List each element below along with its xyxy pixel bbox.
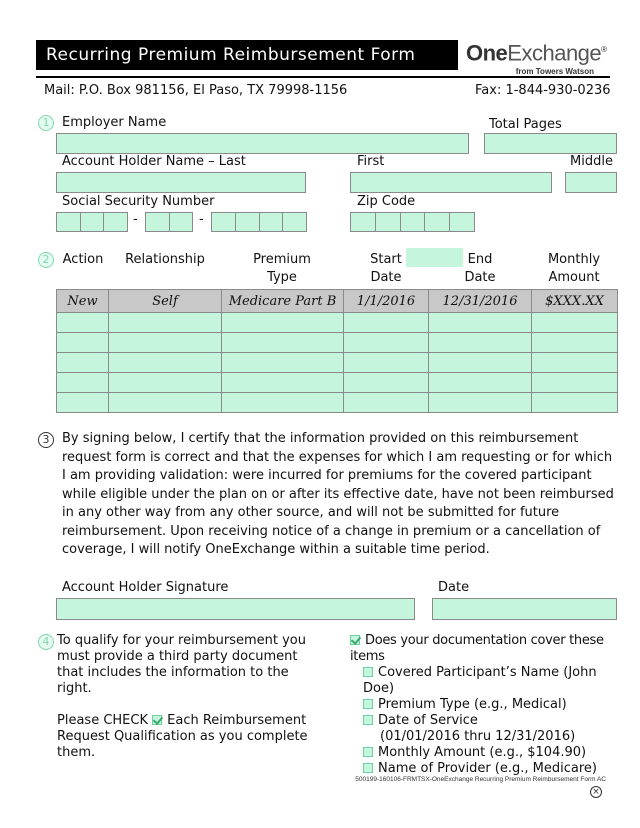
- first-name-field[interactable]: [350, 172, 552, 193]
- end-date-cell[interactable]: [429, 313, 532, 333]
- action-cell[interactable]: [57, 373, 109, 393]
- checkbox-date-of-service[interactable]: [363, 715, 373, 725]
- relationship-header: Relationship: [125, 252, 205, 267]
- check-instruction-a: Please CHECK: [57, 713, 148, 728]
- amount-cell[interactable]: [532, 313, 618, 333]
- checklist-item: [350, 745, 620, 761]
- middle-name-label: Middle: [570, 154, 613, 169]
- table-row: [57, 373, 618, 393]
- certification-text: By signing below, I certify that the information provided on this reimbursement request form is correct and that the expenses for which I am requesting or for which I am providing validation: were incurred for premiums for the covered participant while eligible under the plan on or after its effective date, have not been reimbursed in any other way from any other source, and will not be submitted for future reimbursement. Upon receiving notice of a change in premium or a cancellation of coverage, I will notify OneExchange within a suitable time period.: [62, 431, 614, 557]
- checklist-item-label: Name of Provider (e.g., Medicare): [378, 761, 597, 776]
- employer-name-field[interactable]: [56, 133, 469, 154]
- amount-cell[interactable]: [532, 373, 618, 393]
- header-divider: [36, 76, 610, 78]
- zip-code-field[interactable]: [350, 212, 475, 232]
- section-3-badge: 3: [38, 432, 54, 448]
- checkbox-monthly-amount[interactable]: [363, 747, 373, 757]
- relationship-cell[interactable]: [109, 353, 222, 373]
- section-4-badge: 4: [38, 634, 54, 650]
- signature-label: Account Holder Signature: [62, 580, 229, 595]
- premium-header-line2: Type: [267, 270, 297, 285]
- checklist-item-label: Covered Participant’s Name (John Doe): [363, 665, 597, 696]
- amount-cell[interactable]: [532, 353, 618, 373]
- relationship-cell[interactable]: [109, 313, 222, 333]
- premium-type-header: [232, 251, 332, 287]
- monthly-amount-header: [536, 251, 612, 287]
- total-pages-field[interactable]: [484, 133, 617, 154]
- first-name-label: First: [357, 154, 385, 169]
- table-row: [57, 313, 618, 333]
- ssn-dash-2: -: [199, 212, 204, 227]
- total-pages-label: Total Pages: [489, 117, 562, 132]
- checklist-item: [350, 665, 620, 697]
- signature-field[interactable]: [56, 598, 415, 620]
- sample-end-date: 12/31/2016: [429, 290, 532, 313]
- section-1-badge: 1: [38, 115, 54, 131]
- end-date-cell[interactable]: [429, 353, 532, 373]
- relationship-cell[interactable]: [109, 373, 222, 393]
- ssn-dash-1: -: [133, 212, 138, 227]
- checkbox-provider-name[interactable]: [363, 763, 373, 773]
- premium-type-cell[interactable]: [222, 333, 344, 353]
- checklist-item: [350, 697, 620, 713]
- qualification-instructions: [57, 633, 327, 761]
- premium-type-cell[interactable]: [222, 313, 344, 333]
- fax-number: Fax: 1-844-930-0236: [475, 83, 611, 98]
- checkbox-participant-name[interactable]: [363, 667, 373, 677]
- premium-type-cell[interactable]: [222, 373, 344, 393]
- checkbox-premium-type[interactable]: [363, 699, 373, 709]
- start-date-cell[interactable]: [344, 353, 429, 373]
- end-date-cell[interactable]: [429, 333, 532, 353]
- check-instruction-b: Each Reimbursement Request Qualification as you complete them.: [57, 713, 308, 760]
- checklist-item: [350, 761, 620, 777]
- registration-mark-icon: ×: [590, 786, 602, 798]
- brand-light: Exchange: [507, 40, 602, 66]
- brand-mark: ®: [601, 45, 607, 54]
- form-code: 500199-160106-FRMTSX-OneExchange Recurring Premium Reimbursement Form AC: [355, 776, 606, 783]
- form-title: Recurring Premium Reimbursement Form: [36, 40, 458, 70]
- zip-label: Zip Code: [357, 194, 416, 209]
- premium-type-cell[interactable]: [222, 353, 344, 373]
- brand-logo: [466, 38, 606, 76]
- relationship-cell[interactable]: [109, 333, 222, 353]
- sample-relationship: Self: [109, 290, 222, 313]
- ssn-label: Social Security Number: [62, 194, 215, 209]
- start-date-cell[interactable]: [344, 393, 429, 413]
- sample-premium-type: Medicare Part B: [222, 290, 344, 313]
- action-header: Action: [62, 252, 104, 267]
- checklist-item-detail: (01/01/2016 thru 12/31/2016): [380, 729, 576, 744]
- action-cell[interactable]: [57, 313, 109, 333]
- table-row: [57, 333, 618, 353]
- middle-name-field[interactable]: [565, 172, 617, 193]
- last-name-label: Account Holder Name – Last: [62, 154, 246, 169]
- brand-subtitle: from Towers Watson: [515, 67, 594, 77]
- checkbox-example-icon: [152, 715, 162, 725]
- checkbox-checked-icon: [350, 635, 360, 645]
- sample-action: New: [57, 290, 109, 313]
- qualification-intro: To qualify for your reimbursement you must provide a third party document that includes the information to the right.: [57, 633, 306, 696]
- checklist-question-text: Does your documentation cover these items: [350, 633, 604, 664]
- premium-table: [56, 289, 618, 413]
- ssn-group-field[interactable]: [145, 212, 193, 232]
- checklist-item-label: Date of Service: [378, 713, 478, 728]
- ssn-area-field[interactable]: [56, 212, 128, 232]
- monthly-header-line1: Monthly: [547, 252, 601, 267]
- brand-bold: One: [466, 40, 508, 66]
- action-cell[interactable]: [57, 393, 109, 413]
- action-cell[interactable]: [57, 333, 109, 353]
- sample-row: [57, 290, 618, 313]
- sample-amount: $XXX.XX: [532, 290, 618, 313]
- documentation-checklist: [350, 633, 620, 777]
- mail-address: Mail: P.O. Box 981156, El Paso, TX 79998-1156: [44, 83, 348, 98]
- start-date-cell[interactable]: [344, 313, 429, 333]
- table-row: [57, 393, 618, 413]
- action-cell[interactable]: [57, 353, 109, 373]
- premium-header-line1: Premium: [253, 252, 311, 267]
- end-date-cell[interactable]: [429, 373, 532, 393]
- amount-cell[interactable]: [532, 393, 618, 413]
- end-date-header: [450, 251, 510, 287]
- monthly-header-line2: Amount: [548, 270, 600, 285]
- amount-cell[interactable]: [532, 333, 618, 353]
- section-2-badge: 2: [38, 252, 54, 268]
- check-instruction: [57, 713, 327, 761]
- start-date-cell[interactable]: [344, 333, 429, 353]
- end-date-cell[interactable]: [429, 393, 532, 413]
- signature-date-label: Date: [438, 580, 470, 595]
- checklist-question: [350, 633, 620, 665]
- last-name-field[interactable]: [56, 172, 306, 193]
- signature-date-field[interactable]: [432, 598, 617, 620]
- ssn-serial-field[interactable]: [211, 212, 307, 232]
- checklist-item-label: Premium Type (e.g., Medical): [378, 697, 567, 712]
- table-row: [57, 353, 618, 373]
- employer-name-label: Employer Name: [62, 115, 167, 130]
- end-header-line1: End: [467, 252, 493, 267]
- start-header-line1: Start: [370, 252, 402, 267]
- relationship-cell[interactable]: [109, 393, 222, 413]
- checklist-item: [350, 713, 620, 729]
- start-date-cell[interactable]: [344, 373, 429, 393]
- end-header-line2: Date: [464, 270, 496, 285]
- sample-start-date: 1/1/2016: [344, 290, 429, 313]
- start-header-line2: Date: [370, 270, 402, 285]
- premium-type-cell[interactable]: [222, 393, 344, 413]
- checklist-item-label: Monthly Amount (e.g., $104.90): [378, 745, 587, 760]
